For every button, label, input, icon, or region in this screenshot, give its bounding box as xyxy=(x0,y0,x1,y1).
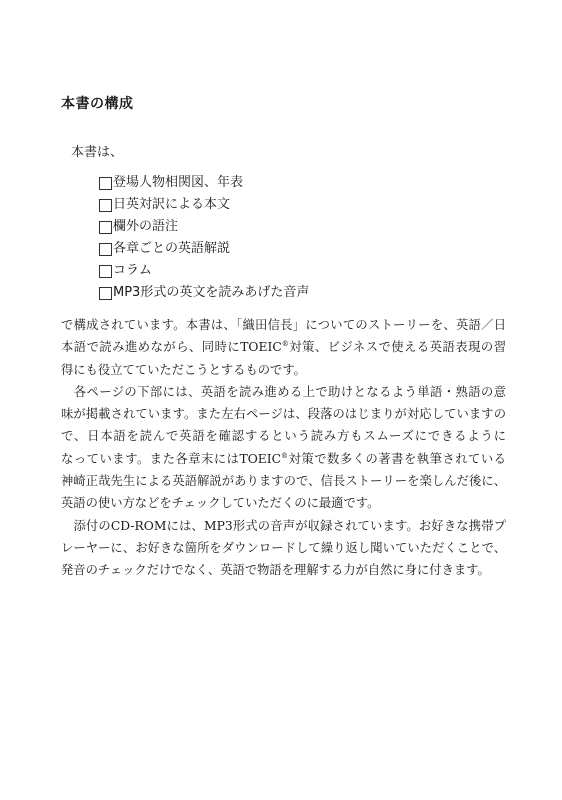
text-line xyxy=(61,336,506,358)
intro-text: 本書は、 xyxy=(71,145,124,160)
list-item xyxy=(99,176,309,198)
paragraph-3 xyxy=(61,515,506,582)
text-line: 各ページの下部には、英語を読み進める上で助けとなるよう単語・熟語の意 xyxy=(61,384,506,399)
checkbox-icon xyxy=(99,243,112,256)
list-item-label: 日英対訳による本文 xyxy=(113,197,231,212)
checkbox-icon xyxy=(99,287,112,300)
paragraph-2 xyxy=(61,381,506,515)
text-line: 発音のチェックだけでなく、英語で物語を理解する力が自然に身に付きます。 xyxy=(61,563,490,578)
text-line: 添付のCD-ROMには、MP3形式の音声が収録されています。お好きな携帯プ xyxy=(61,518,506,533)
checkbox-icon xyxy=(99,199,112,212)
contents-list xyxy=(99,176,309,308)
section-heading: 本書の構成 xyxy=(61,96,134,112)
text-segment: なっています。また各章末にはTOEIC xyxy=(61,451,282,466)
registered-mark: ® xyxy=(281,340,289,349)
text-line: 得にも役立てていただこうとするものです。 xyxy=(61,362,306,377)
list-item xyxy=(99,242,309,264)
text-segment: 本語で読み進めながら、同時にTOEIC xyxy=(61,340,282,355)
list-item xyxy=(99,220,309,242)
list-item-label: 登場人物相関図、年表 xyxy=(113,175,244,190)
text-line: で、日本語を読んで英語を確認するという読み方もスムーズにできるように xyxy=(61,429,506,444)
list-item xyxy=(99,198,309,220)
text-line: レーヤーに、お好きな箇所をダウンロードして繰り返し聞いていただくことで、 xyxy=(61,540,506,555)
paragraph-1 xyxy=(61,314,506,381)
list-item xyxy=(99,286,309,308)
list-item-label: コラム xyxy=(113,263,152,278)
list-item-label: 欄外の語注 xyxy=(113,219,179,234)
checkbox-icon xyxy=(99,265,112,278)
text-segment: 対策、ビジネスで使える英語表現の習 xyxy=(288,340,506,355)
body-text xyxy=(61,314,506,582)
checkbox-icon xyxy=(99,177,112,190)
checkbox-icon xyxy=(99,221,112,234)
text-line: 味が掲載されています。また左右ページは、段落のはじまりが対応していますの xyxy=(61,407,506,422)
text-segment: 対策で数多くの著書を執筆されている xyxy=(288,451,506,466)
list-item-label: MP3形式の英文を読みあげた音声 xyxy=(113,285,310,300)
list-item-label: 各章ごとの英語解説 xyxy=(113,241,231,256)
text-line: 神崎正哉先生による英語解説がありますので、信長ストーリーを楽しんだ後に、 xyxy=(61,474,506,489)
text-line: で構成されています。本書は、「織田信長」についてのストーリーを、英語／日 xyxy=(61,318,506,332)
registered-mark: ® xyxy=(281,451,289,460)
list-item xyxy=(99,264,309,286)
text-line xyxy=(61,448,506,470)
text-line: 英語の使い方などをチェックしていただくのに最適です。 xyxy=(61,496,380,511)
